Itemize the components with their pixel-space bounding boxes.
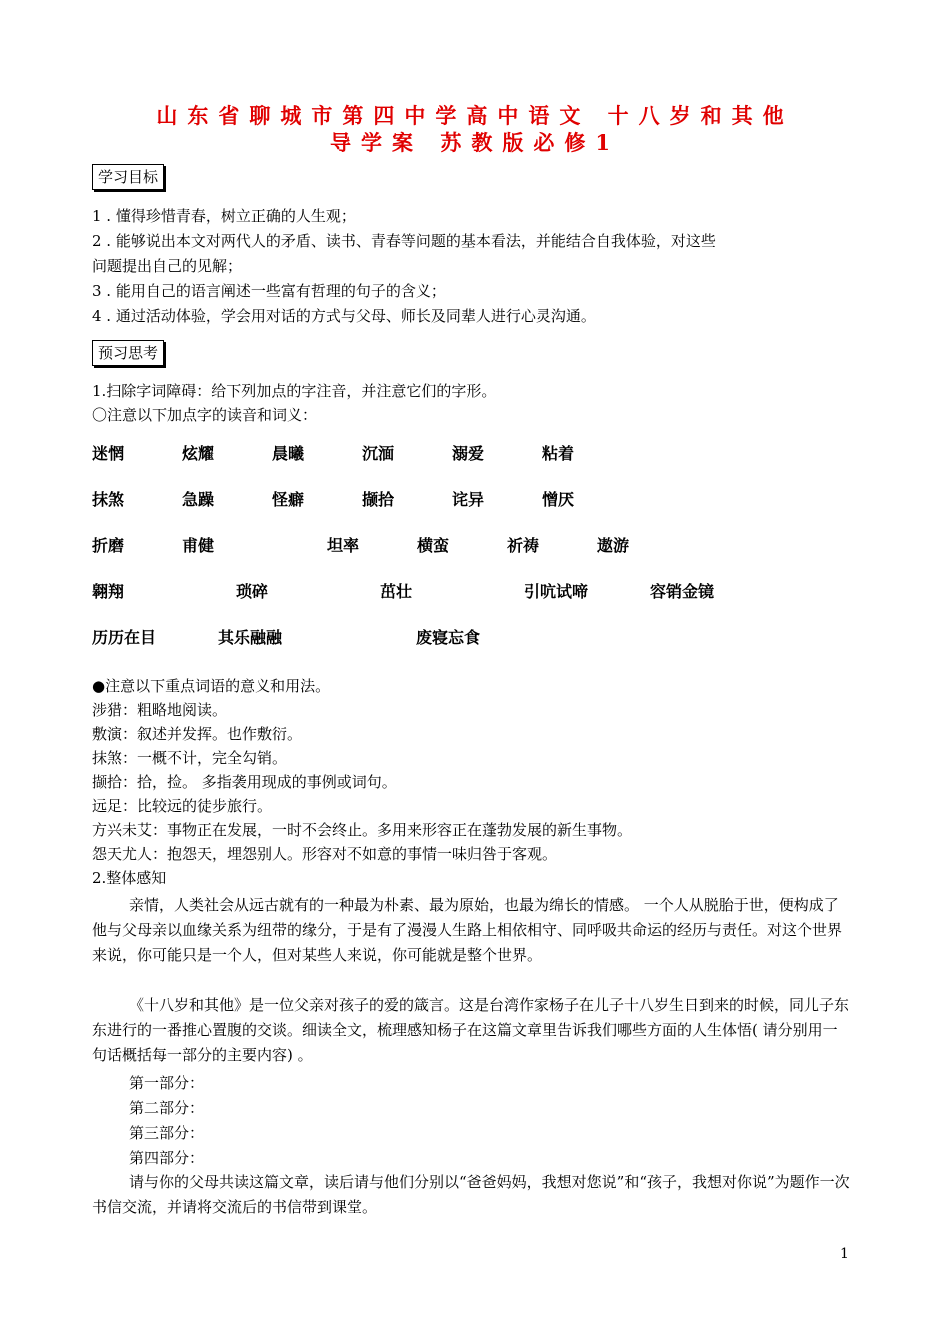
objective-4: 4 . 通过活动体验，学会用对话的方式与父母、师长及同辈人进行心灵沟通。: [92, 307, 596, 325]
vocab-word: 粘着: [542, 444, 575, 463]
vocab-word: 茁壮: [380, 582, 413, 601]
definition: 涉猎：粗略地阅读。: [92, 701, 228, 719]
vocab-word: 祈祷: [507, 536, 540, 555]
vocab-word: 急躁: [182, 490, 215, 509]
objective-2-cont: 问题提出自己的见解；: [92, 257, 243, 275]
preview-label: 预习思考: [92, 340, 164, 366]
objectives-label: 学习目标: [92, 164, 164, 190]
preview-item-1: 1.扫除字词障碍：给下列加点的字注音，并注意它们的字形。: [92, 382, 497, 400]
definition: 撷拾：拾，捡。 多指袭用现成的事例或词句。: [92, 773, 397, 791]
vocab-word: 废寝忘食: [416, 628, 481, 647]
preview-note-1: 〇注意以下加点字的读音和词义：: [92, 406, 318, 424]
vocab-word: 琐碎: [236, 582, 269, 601]
objective-2: 2 . 能够说出本文对两代人的矛盾、读书、青春等问题的基本看法，并能结合自我体验，对这些: [92, 232, 716, 250]
vocab-word: 翱翔: [92, 582, 125, 601]
vocab-word: 炫耀: [182, 444, 215, 463]
page-number: 1: [840, 1246, 849, 1262]
document-title-line1: 山东省聊城市第四中学高中语文 十八岁和其他: [156, 103, 794, 128]
objective-1: 1 . 懂得珍惜青春，树立正确的人生观；: [92, 207, 356, 225]
definition: 远足：比较远的徒步旅行。: [92, 797, 273, 815]
vocab-word: 其乐融融: [218, 628, 283, 647]
vocab-word: 怪癖: [272, 490, 305, 509]
vocab-word: 诧异: [452, 490, 485, 509]
vocab-word: 引吭试啼: [524, 582, 589, 601]
vocab-word: 坦率: [327, 536, 360, 555]
vocab-word: 容销金镜: [650, 582, 715, 601]
part-label: 第四部分：: [129, 1149, 205, 1167]
vocab-word: 憎厌: [542, 490, 575, 509]
paragraph-essay-intro: 《十八岁和其他》是一位父亲对孩子的爱的箴言。这是台湾作家杨子在儿子十八岁生日到来的时候，同儿子东东进行的一番推心置腹的交谈。细读全文，梳理感知杨子在这篇文章里告诉我们哪些方面的人生体悟( 请分别用一句话概括每一部分的主要内容) 。: [92, 996, 850, 1064]
part-label: 第二部分：: [129, 1099, 205, 1117]
vocab-word: 遨游: [597, 536, 630, 555]
preview-note-2: ●注意以下重点词语的意义和用法。: [92, 677, 331, 695]
vocab-word: 折磨: [92, 536, 125, 555]
vocab-word: 迷惘: [92, 444, 125, 463]
vocab-word: 撷拾: [362, 490, 395, 509]
preview-item-2: 2.整体感知: [92, 869, 167, 887]
vocab-word: 晨曦: [272, 444, 305, 463]
objective-3: 3 . 能用自己的语言阐述一些富有哲理的句子的含义；: [92, 282, 446, 300]
vocab-word: 沉湎: [362, 444, 395, 463]
document-title-line2: 导学案 苏教版必修1: [330, 130, 620, 155]
vocab-word: 甫健: [182, 536, 215, 555]
definition: 方兴未艾：事物正在发展，一时不会终止。多用来形容正在蓬勃发展的新生事物。: [92, 821, 633, 839]
definition: 敷演：叙述并发挥。也作敷衍。: [92, 725, 303, 743]
vocab-word: 溺爱: [452, 444, 485, 463]
definition: 抹煞：一概不计，完全勾销。: [92, 749, 288, 767]
vocab-word: 抹煞: [92, 490, 125, 509]
vocab-word: 横蛮: [417, 536, 450, 555]
vocab-word: 历历在目: [92, 628, 157, 647]
part-label: 第一部分：: [129, 1074, 205, 1092]
definition: 怨天尤人：抱怨天，埋怨别人。形容对不如意的事情一味归咎于客观。: [92, 845, 558, 863]
part-label: 第三部分：: [129, 1124, 205, 1142]
paragraph-kinship: 亲情，人类社会从远古就有的一种最为朴素、最为原始，也最为绵长的情感。 一个人从脱胎于世，便构成了他与父母亲以血缘关系为纽带的缘分，于是有了漫漫人生路上相依相守、同呼吸共命运的经历与责任。对这个世界来说，你可能只是一个人，但对某些人来说，你可能就是整个世界。: [92, 896, 843, 964]
paragraph-assignment: 请与你的父母共读这篇文章，读后请与他们分别以“爸爸妈妈，我想对您说”和“孩子，我想对你说”为题作一次书信交流，并请将交流后的书信带到课堂。: [92, 1173, 850, 1216]
